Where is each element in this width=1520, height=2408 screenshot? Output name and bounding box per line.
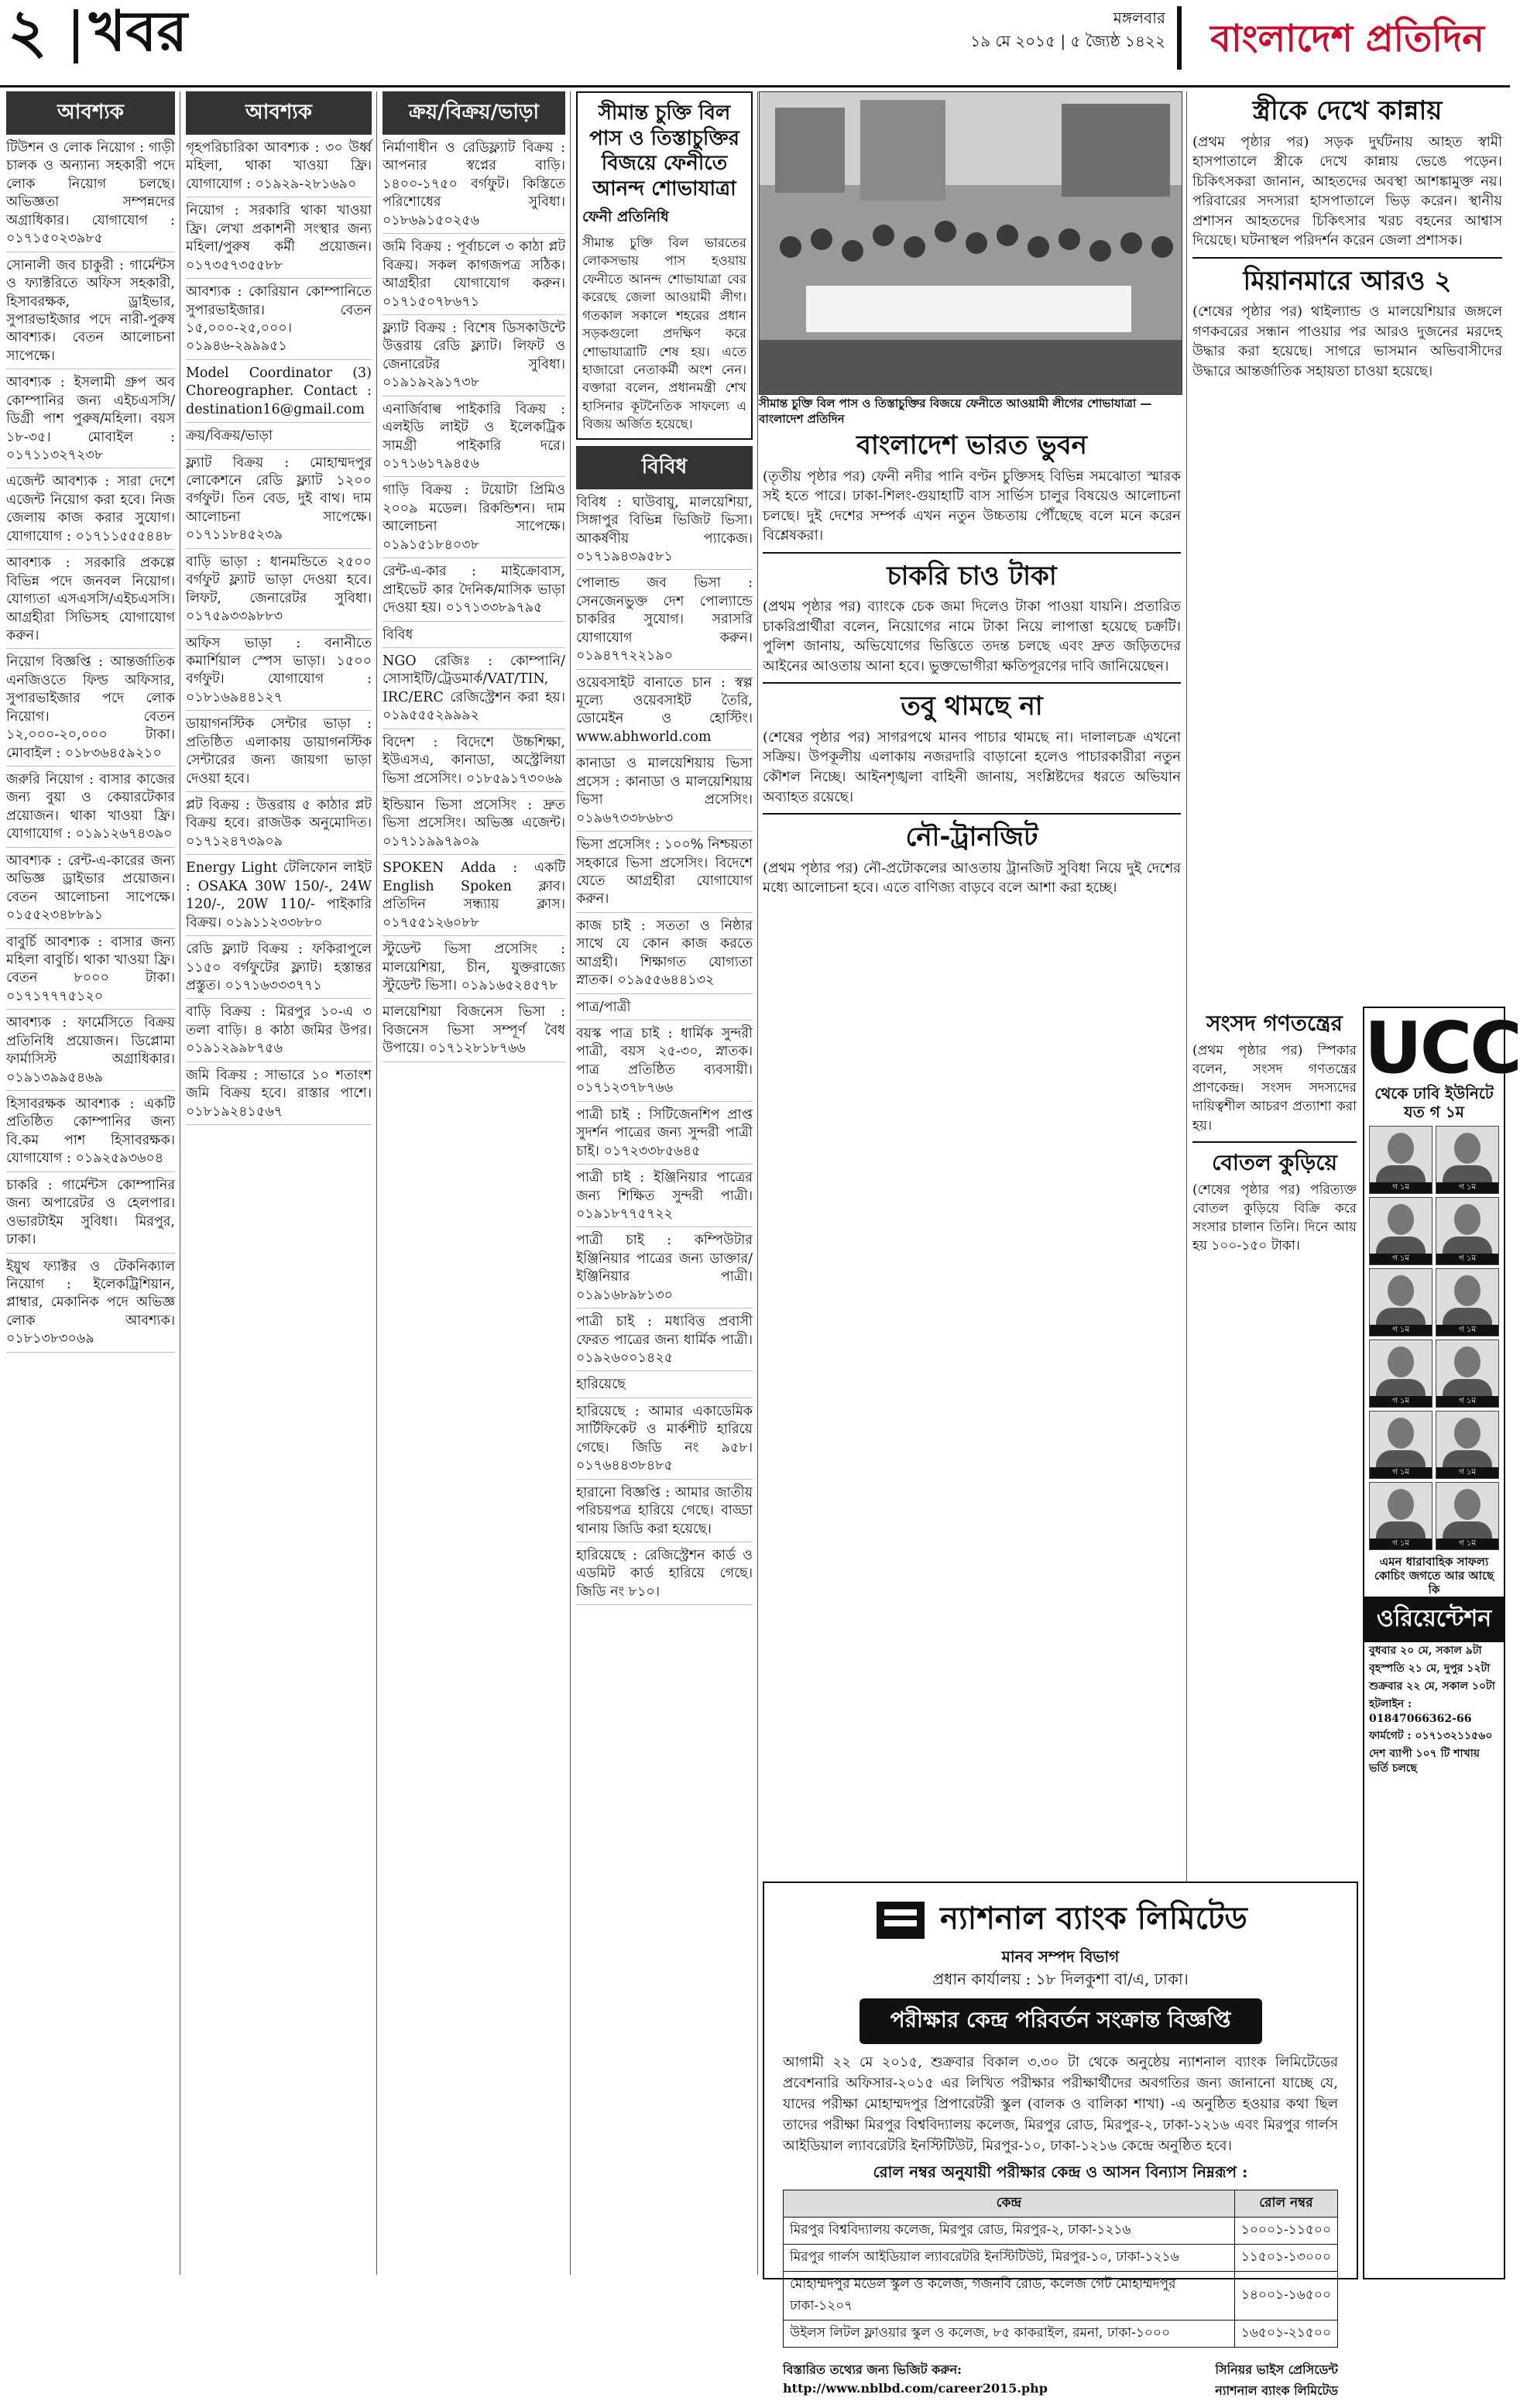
divider — [763, 682, 1181, 684]
classified-column-1 — [6, 91, 175, 2279]
classified-ad: আবশ্যক : ফার্মেসিতে বিক্রয় প্রতিনিধি প্রয়োজন। ডিপ্লোমা ফার্মাসিস্ট অগ্রাধিকার। ০১৯১৩৯৯৫৪৬৯ — [6, 1014, 175, 1091]
news-body: (প্রথম পৃষ্ঠার পর) ব্যাংকে চেক জমা দিলেও টাকা পাওয়া যায়নি। প্রতারিত চাকরিপ্রার্থীরা বলেন, নিয়োগের নামে টাকা নিয়ে লাপাত্তা হয়েছে চক্রটি। পুলিশ জানায়, অভিযোগের ভিত্তিতে তদন্ত চলছে এবং দ্রুত জড়িতদের আইনের আওতায় আনা হবে। ভুক্তভোগীরা ক্ষতিপূরণের দাবি জানিয়েছেন। — [763, 599, 1181, 674]
classified-ad: বয়স্ক পাত্র চাই : ধার্মিক সুন্দরী পাত্রী, বয়স ২৫-৩০, স্নাতক। পাত্র প্রতিষ্ঠিত ব্যবসায়ী। ০১৭১২৩৭৮৭৬৬ — [576, 1025, 753, 1102]
classified-ad: কানাডা ও মালয়েশিয়ায় ভিসা প্রসেস : কানাডা ও মালয়েশিয়ায় ভিসা প্রসেসিং। ০১৯৬৭৩৩৮৬৮৩ — [576, 755, 753, 832]
classified-column-3 — [383, 91, 565, 2279]
classified-ad: হারিয়েছে : আমার একাডেমিক সার্টিফিকেট ও মার্কশীট হারিয়ে গেছে। জিডি নং ৯৫৮। ০১৭৬৪৪৩৮৪৮৫ — [576, 1403, 753, 1480]
news-body: (শেষের পৃষ্ঠার পর) সাগরপথে মানব পাচার থামছে না। দালালচক্র এখনো সক্রিয়। উপকূলীয় এলাকায় নজরদারি বাড়ানো হলেও পাচারকারীরা নতুন কৌশল নিচ্ছে। আইনশৃঙ্খলা বাহিনী জানায়, সংশ্লিষ্টদের ধরতে অভিযান অব্যাহত রয়েছে। — [763, 729, 1181, 805]
classified-ad: চাকরি : গার্মেন্টস কোম্পানির জন্য অপারেটর ও হেলপার। ওভারটাইম সুবিধা। মিরপুর, ঢাকা। — [6, 1177, 175, 1254]
column-heading: আবশ্যক — [186, 91, 372, 135]
branch-line: শুক্রবার ২২ মে, সকাল ১০টা — [1369, 1679, 1495, 1693]
news-body: (শেষের পৃষ্ঠার পর) পরিত্যক্ত বোতল কুড়িয়ে বিক্রি করে সংসার চালান তিনি। দিনে আয় হয় ১০০-১৫০ টাকা। — [1192, 1182, 1357, 1254]
news-body: (প্রথম পৃষ্ঠার পর) সড়ক দুর্ঘটনায় আহত স্বামী হাসপাতালে স্ত্রীকে দেখে কান্নায় ভেঙে পড়েন। চিকিৎসকরা জানান, আহতদের অবস্থা আশঙ্কামুক্ত নয়। পরিবারের সদস্যরা হাসপাতালে ভিড় করেন। স্থানীয় প্রশাসন আহতদের চিকিৎসার খরচ বহনের আশ্বাস দিয়েছে। ঘটনাস্থল পরিদর্শন করেন জেলা প্রশাসক। — [1192, 133, 1502, 249]
bank-advertisement — [763, 1881, 1358, 2398]
rank-tag: গ ১ম — [1370, 1538, 1432, 1549]
bank-name: ন্যাশনাল ব্যাংক লিমিটেড — [940, 1901, 1247, 1936]
divider — [763, 552, 1181, 554]
dateline — [821, 6, 1165, 53]
ad-list — [6, 139, 175, 1353]
table-row — [784, 2272, 1338, 2321]
classified-ad: ফ্ল্যাট বিক্রয় : মোহাম্মদপুর লোকেশনে রেডি ফ্ল্যাট ১২০০ বর্গফুট। তিন বেড, দুই বাথ। দাম আলোচনা সাপেক্ষে। ০১৭১১৮৪৫২৩৯ — [186, 455, 372, 549]
news-box — [576, 91, 753, 440]
news-headline: বাংলাদেশ ভারত ভুবন — [856, 430, 1087, 461]
column-divider — [757, 91, 758, 2275]
ucc-subtitle: থেকে ঢাবি ইউনিটে যত গ ১ম — [1374, 1084, 1494, 1121]
newspaper-logo — [1192, 6, 1502, 70]
student-photo — [1369, 1197, 1433, 1265]
ucc-title: UCC — [1364, 1007, 1520, 1089]
classified-ad: রেন্ট-এ-কার : মাইক্রোবাস, প্রাইভেট কার দৈনিক/মাসিক ভাড়া দেওয়া হয়। ০১৭১৩৩৮৯৭৯৫ — [383, 563, 565, 621]
classified-ad: মালয়েশিয়া বিজনেস ভিসা : বিজনেস ভিসা সম্পূর্ণ বৈধ উপায়ে। ০১৭১২৮১৮৭৬৬ — [383, 1003, 565, 1062]
classified-ad: পাত্র/পাত্রী — [576, 999, 753, 1020]
classified-ad: হিসাবরক্ষক আবশ্যক : একটি প্রতিষ্ঠিত কোম্পানির জন্য বি.কম পাশ হিসাবরক্ষক। যোগাযোগ : ০১৯২৫৯৩৬০৪ — [6, 1096, 175, 1172]
column-divider — [570, 91, 571, 2275]
section-title: খবর — [89, 0, 187, 63]
classified-ad: রেডি ফ্ল্যাট বিক্রয় : ফকিরাপুলে ১১৫০ বর্গফুটের ফ্ল্যাট। হস্তান্তর প্রস্তুত। ০১৭১৬৩৩৩৭৭১ — [186, 941, 372, 999]
classified-ad: আবশ্যক : কোরিয়ান কোম্পানিতে সুপারভাইজার। বেতন ১৫,০০০-২৫,০০০। ০১৯৪৬-২৯৯৯৫১ — [186, 283, 372, 360]
table-cell: ১৬৫০১-২১৫০০ — [1234, 2321, 1337, 2348]
rank-tag: গ ১ম — [1436, 1254, 1498, 1264]
news-column-right — [1192, 91, 1502, 997]
date: ১৯ মে ২০১৫ | ৫ জ্যৈষ্ঠ ১৪২২ — [970, 32, 1165, 50]
student-photo — [1436, 1411, 1499, 1479]
classified-ad: গৃহপরিচারিকা আবশ্যক : ৩০ উর্ধ্ব মহিলা, থাকা খাওয়া ফ্রি। যোগাযোগ : ০১৯২৯-২৮১৬৯০ — [186, 139, 372, 197]
classified-ad: ওয়েবসাইট বানাতে চান : স্বল্প মূল্যে ওয়েবসাইট তৈরি, ডোমেইন ও হোস্টিং। www.abhworld.com — [576, 674, 753, 751]
classified-ad: জমি বিক্রয় : পূর্বাচলে ৩ কাঠা প্লট বিক্রয়। সকল কাগজপত্র সঠিক। আগ্রহীরা যোগাযোগ করুন। ০১৭১৫০৭৮৬৭১ — [383, 238, 565, 315]
bank-address: প্রধান কার্যালয় : ১৮ দিলকুশা বা/এ, ঢাকা। — [932, 1970, 1189, 1988]
bank-header — [764, 1894, 1357, 1946]
classified-ad: Energy Light টেলিফোন লাইট : OSAKA 30W 150/-, 24W 120/-, 20W 110/- পাইকারি বিক্রয়। ০১৯১১২৩৩৮৮০ — [186, 859, 372, 936]
classified-ad: বিবিধ : ঘাউবায়ু, মালয়েশিয়া, সিঙ্গাপুর বিভিন্ন ভিজিট ভিসা। আকর্ষণীয় প্যাকেজ। ০১৭১৯৪৩৯৫৮১ — [576, 494, 753, 571]
bank-department: মানব সম্পদ বিভাগ — [1001, 1947, 1120, 1966]
bank-logo-icon — [873, 1899, 928, 1942]
divider — [763, 813, 1181, 815]
classified-ad: ক্রয়/বিক্রয়/ভাড়া — [186, 427, 372, 449]
classified-ad: নির্মাণাধীন ও রেডিফ্ল্যাট বিক্রয় : আপনার স্বপ্নের বাড়ি। ১৪০০-১৭৫০ বর্গফুট। কিস্তিতে পরিশোধের সুবিধা। ০১৮৬৯১৫০২৫৬ — [383, 139, 565, 234]
column-heading: আবশ্যক — [6, 91, 175, 135]
table-row — [784, 2245, 1338, 2272]
student-photo — [1436, 1482, 1499, 1550]
classified-ad: বিদেশ : বিদেশে উচ্চশিক্ষা, ইউএসএ, কানাডা, অস্ট্রেলিয়া ভিসা প্রসেসিং। ০১৮৫৯১৭৩০৬৯ — [383, 734, 565, 792]
classified-ad: NGO রেজিঃ : কোম্পানি/সোসাইটি/ট্রেডমার্ক/VAT/TIN, IRC/ERC রেজিস্ট্রেশন করা হয়। ০১৯৫৫৫২৯৯৯২ — [383, 653, 565, 729]
news-body: (শেষের পৃষ্ঠার পর) থাইল্যান্ড ও মালয়েশিয়ার জঙ্গলে গণকবরের সন্ধান পাওয়ার পর আরও দুজনের মরদেহ উদ্ধার করা হয়েছে। সাগরে ভাসমান অভিবাসীদের উদ্ধারে আন্তর্জাতিক সহায়তা চাওয়া হয়েছে। — [1192, 304, 1502, 379]
rank-tag: গ ১ম — [1436, 1396, 1498, 1407]
table-cell: উইলস লিটল ফ্লাওয়ার স্কুল ও কলেজ, ৮৫ কাকরাইল, রমনা, ঢাকা-১০০০ — [784, 2321, 1235, 2348]
branch-line: দেশ ব্যাপী ১০৭ টি শাখায় ভর্তি চলছে — [1369, 1748, 1481, 1775]
classified-ad: এনার্জিবাল্ব পাইকারি বিক্রয় : এলইডি লাইট ও ইলেকট্রিক সামগ্রী পাইকারি দরে। ০১৭১৬১৭৯৪৫৬ — [383, 401, 565, 478]
student-photo — [1369, 1482, 1433, 1550]
divider — [1192, 257, 1502, 259]
classified-ad: বাড়ি ভাড়া : ধানমন্ডিতে ২৫০০ বর্গফুট ফ্ল্যাট ভাড়া দেওয়া হবে। লিফট, জেনারেটর সুবিধা। ০১৭৫৯৩৩৯৮৮৩ — [186, 554, 372, 630]
classified-ad: আবশ্যক : রেন্ট-এ-কারের জন্য অভিজ্ঞ ড্রাইভার প্রয়োজন। বেতন আলোচনা সাপেক্ষে। ০১৫৫২৩৪৮৮৯১ — [6, 852, 175, 929]
career-link[interactable]: বিস্তারিত তথ্যের জন্য ভিজিট করুন: http://www.nblbd.com/career2015.php — [783, 2362, 1048, 2396]
student-photo — [1369, 1126, 1433, 1194]
branch-line: ফার্মগেট : ০১৭১৩২১১৫৬০ — [1369, 1730, 1493, 1743]
classified-ad: ডায়াগনস্টিক সেন্টার ভাড়া : প্রতিষ্ঠিত এলাকায় ডায়াগনস্টিক সেন্টারের জন্য জায়গা ভাড়া দেওয়া হবে। — [186, 715, 372, 792]
classified-ad: Model Coordinator (3) Choreographer. Contact : destination16@gmail.com — [186, 365, 372, 423]
classified-ad: গাড়ি বিক্রয় : টয়োটা প্রিমিও ২০০৯ মডেল। রিকন্ডিশন। দাম আলোচনা সাপেক্ষে। ০১৯১৫১৮৪০৩৮ — [383, 482, 565, 558]
classified-ad: কাজ চাই : সততা ও নিষ্ঠার সাথে যে কোন কাজ করতে আগ্রহী। শিক্ষাগত যোগ্যতা স্নাতক। ০১৯৫৫৬৪৪১৩২ — [576, 918, 753, 994]
classified-ad: টিউশন ও লোক নিয়োগ : গাড়ী চালক ও অন্যান্য সহকারী পদে লোক নিয়োগ চলছে। অভিজ্ঞতা সম্পন্নদের অগ্রাধিকার। যোগাযোগ : ০১৭১৫০২৩৯৮৫ — [6, 139, 175, 252]
classified-ad: ইন্ডিয়ান ভিসা প্রসেসিং : দ্রুত ভিসা প্রসেসিং। অভিজ্ঞ এজেন্ট। ০১৭১১৯৯৭৯০৯ — [383, 797, 565, 855]
classified-ad: বিবিধ — [383, 626, 565, 648]
weekday: মঙ্গলবার — [1113, 9, 1165, 27]
classified-ad: হারিয়েছে : রেজিস্ট্রেশন কার্ড ও এডমিট কার্ড হারিয়ে গেছে। জিডি নং ৮১০। — [576, 1547, 753, 1605]
classified-ad: SPOKEN Adda : একটি English Spoken ক্লাব। প্রতিদিন সন্ধ্যায় ক্লাস। ০১৭৫৫১২৬০৮৮ — [383, 859, 565, 936]
classified-ad: হারিয়েছে — [576, 1376, 753, 1398]
ad-list — [383, 139, 565, 1062]
rank-tag: গ ১ম — [1370, 1254, 1432, 1264]
notice-banner: পরীক্ষার কেন্দ্র পরিবর্তন সংক্রান্ত বিজ্ঞপ্তি — [860, 1998, 1262, 2044]
column-heading: ক্রয়/বিক্রয়/ভাড়া — [383, 91, 565, 135]
column-divider — [376, 91, 377, 2275]
table-cell: মিরপুর গার্লস আইডিয়াল ল্যাবরেটরি ইনস্টিটিউট, মিরপুর-১০, ঢাকা-১২১৬ — [784, 2245, 1235, 2272]
table-body — [784, 2218, 1338, 2348]
byline: ফেনী প্রতিনিধি — [582, 208, 669, 225]
page-number: ২ — [8, 0, 47, 67]
classified-ad: পাত্রী চাই : কম্পিউটার ইঞ্জিনিয়ার পাত্রের জন্য ডাক্তার/ইঞ্জিনিয়ার পাত্রী। ০১৯১৬৮৯৮১৩০ — [576, 1232, 753, 1309]
table-header-cell: কেন্দ্র — [784, 2190, 1235, 2218]
branch-line: বৃহস্পতি ২১ মে, দুপুর ১২টা — [1369, 1662, 1491, 1675]
bank-footer — [764, 2354, 1357, 2408]
classified-ad: হারানো বিজ্ঞপ্তি : আমার জাতীয় পরিচয়পত্র হারিয়ে গেছে। বাড্ডা থানায় জিডি করা হয়েছে। — [576, 1484, 753, 1542]
news-headline: চাকরি চাও টাকা — [887, 560, 1057, 592]
divider — [1192, 1141, 1357, 1143]
exam-center-table — [783, 2190, 1338, 2348]
classified-ad: পাত্রী চাই : মধ্যবিত্ত প্রবাসী ফেরত পাত্রের জন্য ধার্মিক পাত্রী। ০১৯২৬০০১৪২৫ — [576, 1313, 753, 1371]
student-photo — [1369, 1339, 1433, 1408]
procession-image — [760, 92, 1182, 394]
classified-ad: স্টুডেন্ট ভিসা প্রসেসিং : মালয়েশিয়া, চীন, যুক্তরাজ্যে স্টুডেন্ট ভিসা। ০১৯১৬৫২৪৫৭৮ — [383, 941, 565, 999]
table-cell: ১১৫০১-১৩০০০ — [1234, 2245, 1337, 2272]
ad-list — [186, 139, 372, 1125]
classified-ad: বাড়ি বিক্রয় : মিরপুর ১০-এ ৩ তলা বাড়ি। ৪ কাঠা জমির উপর। ০১৯১২৯৯৮৭৫৬ — [186, 1003, 372, 1062]
rank-tag: গ ১ম — [1436, 1538, 1498, 1549]
news-body: সীমান্ত চুক্তি বিল ভারতের লোকসভায় পাস হওয়ায় ফেনীতে আনন্দ শোভাযাত্রা বের করেছে জেলা আওয়ামী লীগ। গতকাল সকালে শহরের প্রধান সড়কগুলো প্রদক্ষিণ করে শোভাযাত্রাটি শেষ হয়। এতে হাজারো নেতাকর্মী অংশ নেন। বক্তারা বলেন, প্রধানমন্ত্রী শেখ হাসিনার কূটনৈতিক সাফল্যে এ বিজয় অর্জিত হয়েছে। — [582, 235, 746, 432]
news-body: (প্রথম পৃষ্ঠার পর) নৌ-প্রটোকলের আওতায় ট্রানজিট সুবিধা নিয়ে দুই দেশের মধ্যে আলোচনা হবে। এতে বাণিজ্য বাড়বে বলে আশা করা হচ্ছে। — [763, 859, 1181, 897]
ucc-slogan: এমন ধারাবাহিক সাফল্য কোচিং জগতে আর আছে কি — [1374, 1555, 1494, 1597]
rank-tag: গ ১ম — [1370, 1467, 1432, 1478]
signatory: সিনিয়র ভাইস প্রেসিডেন্ট ন্যাশনাল ব্যাংক লিমিটেড — [1215, 2362, 1338, 2398]
news-photo — [759, 91, 1182, 395]
classified-ad: প্লট বিক্রয় : উত্তরায় ৫ কাঠার প্লট বিক্রয় হবে। রাজউক অনুমোদিত। ০১৭১২৪৭৩৯০৯ — [186, 797, 372, 855]
table-row — [784, 2218, 1338, 2245]
news-headline: সংসদ গণতন্ত্রের — [1206, 1010, 1343, 1036]
ucc-advertisement — [1363, 1007, 1520, 2279]
notice-text: আগামী ২২ মে ২০১৫, শুক্রবার বিকাল ৩.৩০ টা থেকে অনুষ্ঠেয় ন্যাশনাল ব্যাংক লিমিটেডের প্রবেশনারি অফিসার-২০১৫ এর লিখিত পরীক্ষার পরীক্ষার্থীদের অবগতির জন্য জানানো যাচ্ছে যে, যাদের পরীক্ষা মোহাম্মদপুর প্রিপারেটরী স্কুল (বালক ও বালিকা শাখা) -এ অনুষ্ঠিত হওয়ার কথা ছিল তাদের পরীক্ষা মিরপুর বিশ্ববিদ্যালয় কলেজ, মিরপুর রোড, মিরপুর-২, ঢাকা-১২১৬ এবং মিরপুর গার্লস আইডিয়াল ল্যাবরেটরি ইনস্টিটিউট, মিরপুর-১০, ঢাকা-১২১৬ কেন্দ্রে অনুষ্ঠিত হবে। — [783, 2054, 1338, 2154]
news-body: (প্রথম পৃষ্ঠার পর) স্পিকার বলেন, সংসদ গণতন্ত্রের প্রাণকেন্দ্র। সংসদ সদস্যদের দায়িত্বশীল আচরণ প্রত্যাশা করা হয়। — [1192, 1043, 1357, 1134]
classified-column-4 — [576, 91, 753, 2279]
table-cell: মোহাম্মদপুর মডেল স্কুল ও কলেজ, গজনবি রোড, কলেজ গেট মোহাম্মদপুর ঢাকা-১২০৭ — [784, 2272, 1235, 2321]
classified-ad: আবশ্যক : ইসলামী গ্রুপ অব কোম্পানির জন্য এইচএসসি/ডিগ্রী পাশ পুরুষ/মহিলা। বয়স ১৮-৩৫। মোবাইল : ০১৭১১৩২৭২৩৮ — [6, 374, 175, 468]
table-title: রোল নম্বর অনুযায়ী পরীক্ষার কেন্দ্র ও আসন বিন্যাস নিম্নরূপ : — [873, 2163, 1248, 2181]
student-photo — [1369, 1268, 1433, 1336]
classified-ad: আবশ্যক : সরকারি প্রকল্পে বিভিন্ন পদে জনবল নিয়োগ। যোগ্যতা এসএসসি/এইচএসসি। আগ্রহীরা সিভিসহ যোগাযোগ করুন। — [6, 554, 175, 649]
classified-ad: জমি বিক্রয় : সাভারে ১০ শতাংশ জমি বিক্রয় হবে। রাস্তার পাশে। ০১৮১৯২৪১৫৬৭ — [186, 1067, 372, 1125]
rank-tag: গ ১ম — [1436, 1182, 1498, 1193]
table-cell: ১৪০০১-১৬৫০০ — [1234, 2272, 1337, 2321]
news-headline: মিয়ানমারে আরও ২ — [1243, 265, 1452, 297]
news-column-right-lower — [1192, 1007, 1357, 1874]
table-cell: ১০০০১-১১৫০০ — [1234, 2218, 1337, 2245]
rank-tag: গ ১ম — [1436, 1467, 1498, 1478]
ad-list — [576, 494, 753, 1606]
ucc-brand: ওরিয়েন্টেশন — [1364, 1597, 1504, 1642]
news-headline: তবু থামছে না — [901, 691, 1043, 722]
student-photo — [1436, 1126, 1499, 1194]
news-body: (তৃতীয় পৃষ্ঠার পর) ফেনী নদীর পানি বণ্টন চুক্তিসহ বিভিন্ন সমঝোতা স্মারক সই হতে পারে। ঢাকা-শিলং-গুয়াহাটি বাস সার্ভিস চালুর বিষয়েও আলোচনা চলছে। দুই দেশের সম্পর্ক এখন নতুন উচ্চতায় পৌঁছেছে বলে মনে করেন বিশ্লেষকরা। — [763, 468, 1181, 544]
column-heading: বিবিধ — [576, 446, 753, 489]
branch-line: বুধবার ২০ মে, সকাল ৯টা — [1369, 1645, 1482, 1657]
masthead — [0, 0, 1510, 87]
masthead-bar — [1177, 6, 1182, 70]
classified-ad: ভিসা প্রসেসিং : ১০০% নিশ্চয়তা সহকারে ভিসা প্রসেসিং। বিদেশে যেতে আগ্রহীরা যোগাযোগ করুন। — [576, 836, 753, 913]
classified-ad: নিয়োগ : সরকারি থাকা খাওয়া ফ্রি। লেখা প্রকাশনী সংস্থার জন্য মহিলা/পুরুষ কর্মী প্রয়োজন। ০১৭৩৫৭৩৫৫৮৮ — [186, 202, 372, 279]
photo-caption: সীমান্ত চুক্তি বিল পাস ও তিস্তাচুক্তির বিজয়ে ফেনীতে আওয়ামী লীগের শোভাযাত্রা —বাংলাদেশ প্রতিদিন — [759, 396, 1152, 426]
rank-tag: গ ১ম — [1370, 1325, 1432, 1336]
classified-ad: পাত্রী চাই : ইঞ্জিনিয়ার পাত্রের জন্য শিক্ষিত সুন্দরী পাত্রী। ০১৯১৮৭৭৫৭২২ — [576, 1169, 753, 1227]
classified-ad: সোনালী জব চাকুরী : গার্মেন্টস ও ফ্যাক্টরিতে অফিস সহকারী, হিসাবরক্ষক, ড্রাইভার, সুপারভাইজার পদে নারী-পুরুষ আবশ্যক। বেতন আলোচনা সাপেক্ষে। — [6, 257, 175, 370]
news-headline: নৌ-ট্রানজিট — [905, 822, 1038, 853]
student-photo — [1436, 1339, 1499, 1408]
student-photo — [1436, 1197, 1499, 1265]
news-headline: সীমান্ত চুক্তি বিল পাস ও তিস্তাচুক্তির বিজয়ে ফেনীতে আনন্দ শোভাযাত্রা — [589, 101, 739, 201]
ucc-branch-list — [1364, 1642, 1504, 1778]
classified-ad: এজেন্ট আবশ্যক : সারা দেশে এজেন্ট নিয়োগ করা হবে। নিজ জেলায় কাজ করার সুযোগ। যোগাযোগ : ০১৭১১৫৫৫৪৪৮ — [6, 473, 175, 550]
classified-ad: জরুরি নিয়োগ : বাসার কাজের জন্য বুয়া ও কেয়ারটেকার প্রয়োজন। থাকা খাওয়া ফ্রি। যোগাযোগ : ০১৯১২৬৭৪৩৯০ — [6, 771, 175, 848]
rank-tag: গ ১ম — [1370, 1182, 1432, 1193]
table-header-row — [784, 2190, 1338, 2218]
student-photo — [1436, 1268, 1499, 1336]
table-cell: মিরপুর বিশ্ববিদ্যালয় কলেজ, মিরপুর রোড, মিরপুর-২, ঢাকা-১২১৬ — [784, 2218, 1235, 2245]
table-header-cell: রোল নম্বর — [1234, 2190, 1337, 2218]
classified-column-2 — [186, 91, 372, 2279]
rank-tag: গ ১ম — [1370, 1396, 1432, 1407]
classified-ad: পাত্রী চাই : সিটিজেনশিপ প্রাপ্ত সুদর্শন পাত্রের জন্য সুন্দরী পাত্রী চাই। ০১৭২৩৩৮৫৬৪৫ — [576, 1106, 753, 1165]
classified-ad: নিয়োগ বিজ্ঞপ্তি : আন্তর্জাতিক এনজিওতে ফিল্ড অফিসার, সুপারভাইজার পদে লোক নিয়োগ। বেতন ১২,০০০-২০,০০০ টাকা। মোবাইল : ০১৮৩৬৪৫৯২১০ — [6, 653, 175, 767]
rank-tag: গ ১ম — [1436, 1325, 1498, 1336]
logo-text: বাংলাদেশ প্রতিদিন — [1210, 17, 1484, 60]
classified-ad: পোলান্ড জব ভিসা : সেনজেনভুক্ত দেশ পোল্যান্ডে চাকরির সুযোগ। সরাসরি যোগাযোগ করুন। ০১৯৪৭৭২২১৯০ — [576, 575, 753, 669]
classified-ad: ফ্ল্যাট বিক্রয় : বিশেষ ডিসকাউন্টে উত্তরায় রেডি ফ্ল্যাট। লিফট ও জেনারেটর সুবিধা। ০১৯১৯২৯১৭৩৮ — [383, 320, 565, 396]
classified-ad: বাবুর্চি আবশ্যক : বাসার জন্য মহিলা বাবুর্চি। থাকা খাওয়া ফ্রি। বেতন ৮০০০ টাকা। ০১৭১৭৭৭৫১২০ — [6, 934, 175, 1010]
news-headline: বোতল কুড়িয়ে — [1211, 1149, 1338, 1175]
classified-ad: ইয়ুথ ফ্যাক্টর ও টেকনিক্যাল নিয়োগ : ইলেকট্রিশিয়ান, প্লাম্বার, মেকানিক পদে অভিজ্ঞ লোক আবশ্যক। ০১৮১৩৮৩০৬৯ — [6, 1258, 175, 1353]
news-column-middle — [763, 426, 1181, 1874]
classified-ad: অফিস ভাড়া : বনানীতে কমার্শিয়াল স্পেস ভাড়া। ১৫০০ বর্গফুট। যোগাযোগ : ০১৮১৬৯৪৪১২৭ — [186, 635, 372, 712]
student-photo-grid — [1364, 1121, 1504, 1555]
branch-line: হটলাইন : 01847066362-66 — [1369, 1697, 1472, 1725]
table-row — [784, 2321, 1338, 2348]
masthead-separator — [74, 9, 78, 63]
news-headline: স্ত্রীকে দেখে কান্নায় — [1252, 95, 1443, 126]
student-photo — [1369, 1411, 1433, 1479]
